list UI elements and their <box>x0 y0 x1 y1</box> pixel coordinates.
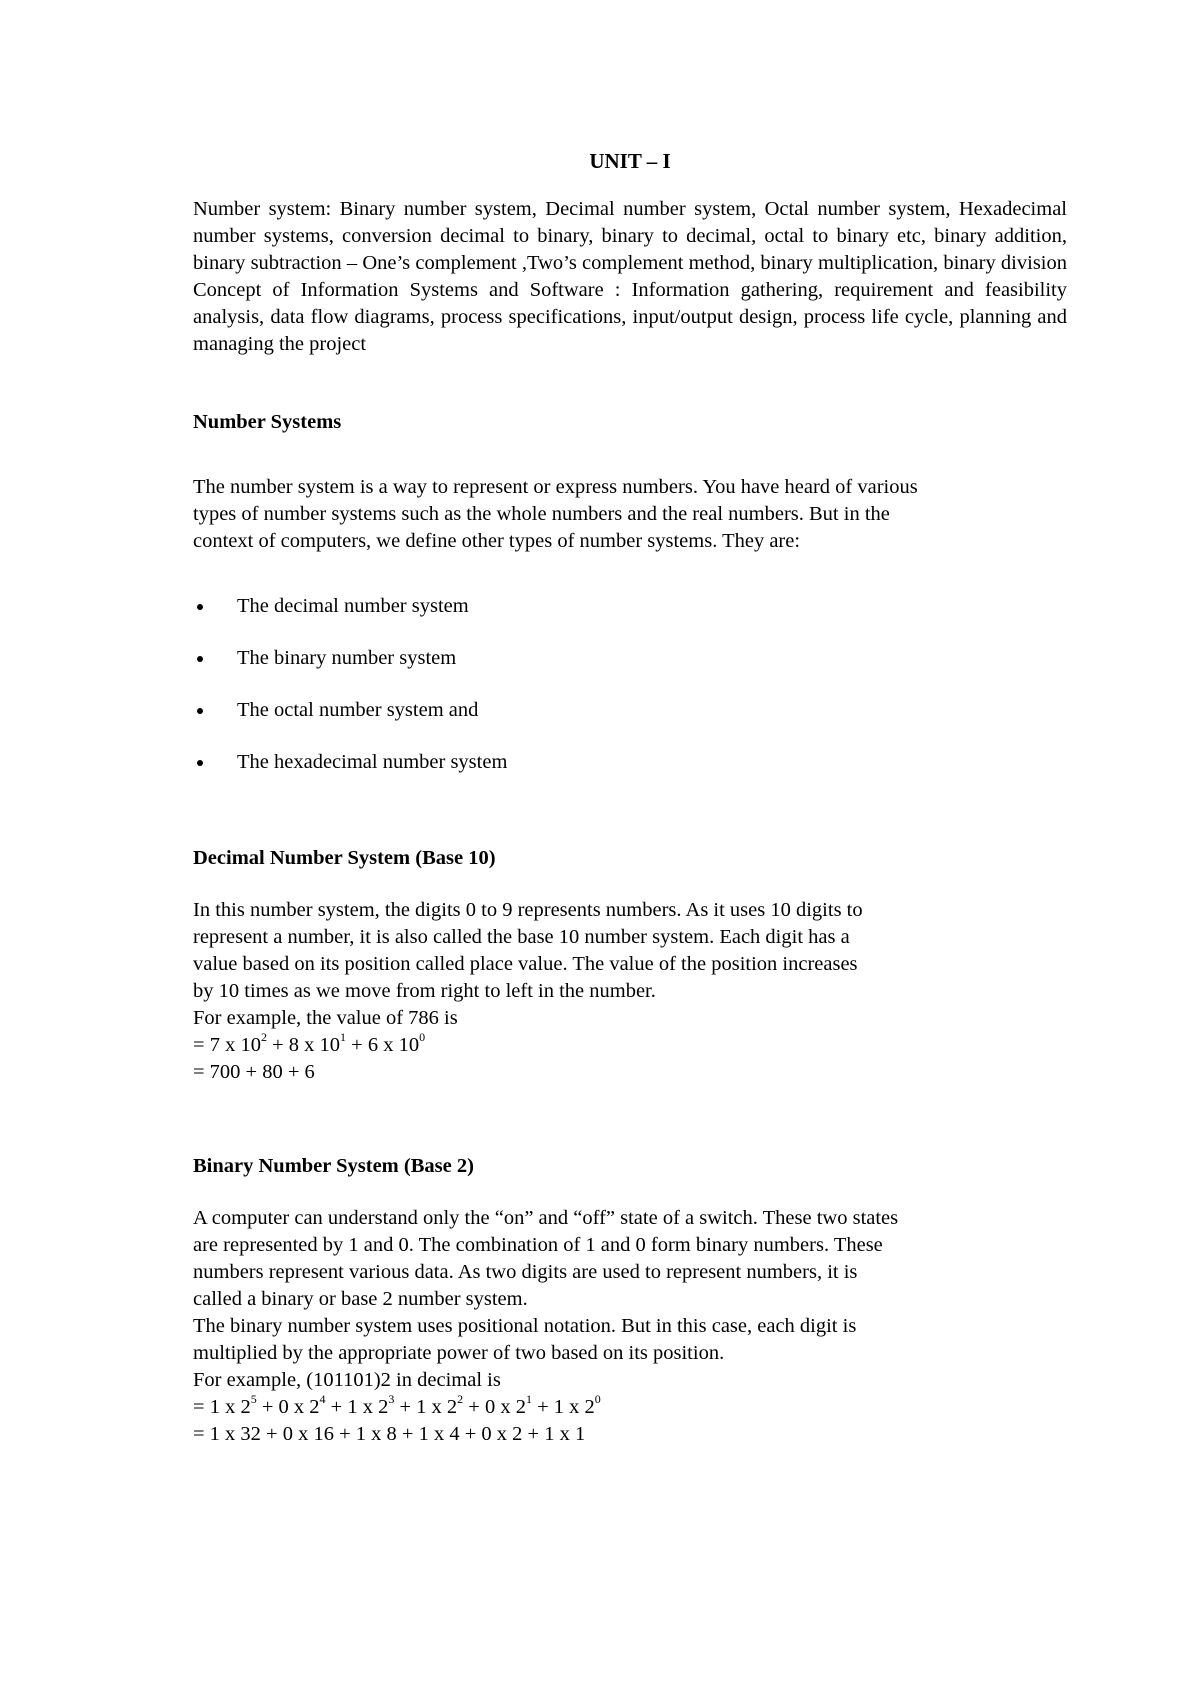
decimal-line: value based on its position called place value. The value of the position increases <box>193 953 858 975</box>
binary-line: are represented by 1 and 0. The combination of 1 and 0 form binary numbers. These <box>193 1234 883 1256</box>
bullet-icon <box>197 708 203 714</box>
decimal-line: by 10 times as we move from right to left in the number. <box>193 980 656 1002</box>
list-item-text: The octal number system and <box>237 699 479 721</box>
number-systems-intro <box>193 474 1067 555</box>
decimal-heading: Decimal Number System (Base 10) <box>193 847 496 869</box>
list-item-text: The hexadecimal number system <box>237 751 508 773</box>
decimal-line: In this number system, the digits 0 to 9 represents numbers. As it uses 10 digits to <box>193 899 863 921</box>
number-systems-heading: Number Systems <box>193 411 342 433</box>
binary-paragraph <box>193 1205 1067 1448</box>
syllabus-paragraph: Number system: Binary number system, Decimal number system, Octal number system, Hexadecimal number systems, conversion decimal to binary, binary to decimal, octal to binary etc, binary addition, binary subtraction – One’s complement ,Two’s complement method, binary multiplication, binary division Concept of Information Systems and Software : Information gathering, requirement and feasibility analysis, data flow diagrams, process specifications, input/output design, process life cycle, planning and managing the project <box>193 198 1067 355</box>
intro-line: The number system is a way to represent or express numbers. You have heard of various <box>193 476 918 498</box>
bullet-icon <box>197 760 203 766</box>
intro-line: types of number systems such as the whole numbers and the real numbers. But in the <box>193 503 890 525</box>
intro-line: context of computers, we define other types of number systems. They are: <box>193 530 801 552</box>
binary-line: multiplied by the appropriate power of two based on its position. <box>193 1342 725 1364</box>
decimal-line: For example, the value of 786 is <box>193 1007 458 1029</box>
list-item <box>193 749 1067 776</box>
list-item <box>193 697 1067 724</box>
decimal-result: = 700 + 80 + 6 <box>193 1061 315 1083</box>
decimal-line: represent a number, it is also called the base 10 number system. Each digit has a <box>193 926 850 948</box>
decimal-paragraph <box>193 897 1067 1086</box>
binary-result: = 1 x 32 + 0 x 16 + 1 x 8 + 1 x 4 + 0 x 2 + 1 x 1 <box>193 1423 586 1445</box>
list-item-text: The decimal number system <box>237 595 469 617</box>
binary-expansion: = 1 x $2^5 + 0$ x $2^4 + 1$ x $2^3 + 1$ x $2^2 + 0$ x $2^1 + 1$ x $2^0$ <box>193 1392 601 1418</box>
binary-line: called a binary or base 2 number system. <box>193 1288 528 1310</box>
document-page <box>193 0 1067 1698</box>
binary-line: A computer can understand only the “on” and “off” state of a switch. These two states <box>193 1207 899 1229</box>
unit-title: UNIT – I <box>589 149 671 173</box>
bullet-icon <box>197 604 203 610</box>
binary-line: numbers represent various data. As two digits are used to represent numbers, it is <box>193 1261 858 1283</box>
list-item <box>193 645 1067 672</box>
decimal-expansion: = 7 x $10^2 + 8$ x $10^1 + 6$ x $10^0$ <box>193 1030 426 1056</box>
list-item <box>193 593 1067 620</box>
binary-heading: Binary Number System (Base 2) <box>193 1155 474 1177</box>
binary-line: For example, (101101)2 in decimal is <box>193 1369 501 1391</box>
binary-line: The binary number system uses positional notation. But in this case, each digit is <box>193 1315 857 1337</box>
list-item-text: The binary number system <box>237 647 457 669</box>
bullet-icon <box>197 656 203 662</box>
